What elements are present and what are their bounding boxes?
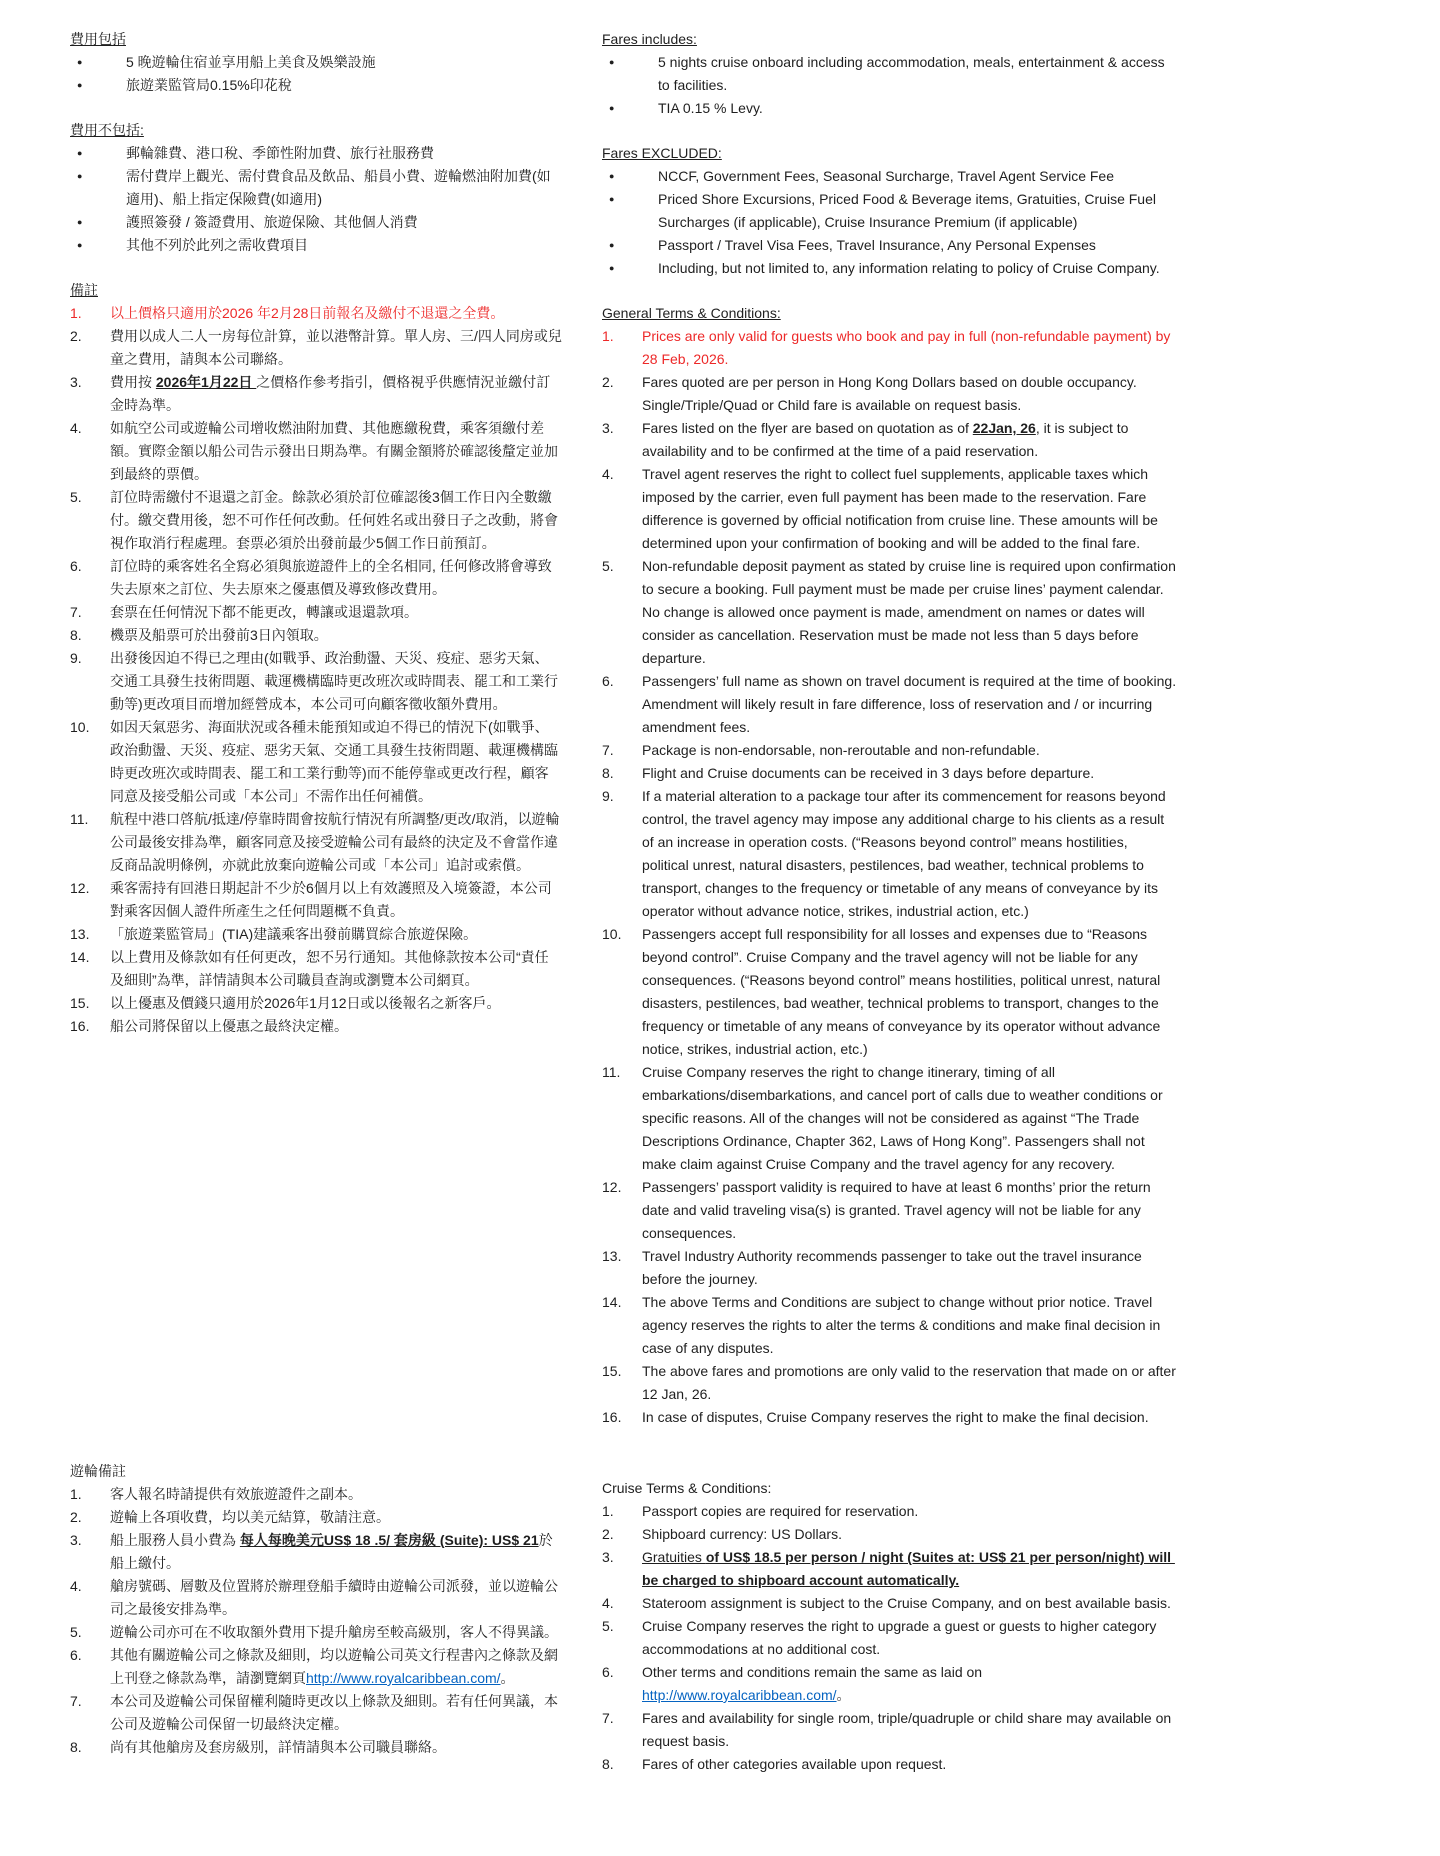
cruise-terms-list [602, 1500, 1177, 1776]
text-segment: 22Jan, 26 [972, 420, 1036, 436]
text-segment: Fares listed on the flyer are based on quotation as of [642, 420, 973, 436]
text-segment: Shipboard currency: US Dollars. [642, 1526, 842, 1542]
item-number: 6. [70, 558, 82, 574]
fares-exclude-zh-list [70, 142, 562, 257]
item-number: 8. [70, 627, 82, 643]
bullet-icon: ● [609, 57, 615, 67]
item-text [642, 1523, 1177, 1546]
text-segment: 5 晚遊輪住宿並享用船上美食及娛樂設施 [126, 54, 376, 70]
text-segment: 2026年1月22日 [155, 374, 257, 390]
bullet-icon: ● [77, 57, 83, 67]
section-general-terms-en [602, 302, 1180, 1429]
text-segment: 尚有其他艙房及套房級別，詳情請與本公司職員聯絡。 [110, 1739, 446, 1755]
text-segment: 費用按 [110, 374, 156, 390]
remark-zh-item [70, 992, 562, 1015]
general-term-item [602, 325, 1177, 371]
text-segment: TIA 0.15 % Levy. [658, 100, 763, 116]
remark-zh-item [70, 486, 562, 555]
general-term-item [602, 739, 1177, 762]
remark-zh-item [70, 923, 562, 946]
text-segment: 訂位時需繳付不退還之訂金。餘款必須於訂位確認後3個工作日內全數繳付。繳交費用後，恕不可作任何改動。任何姓名或出發日子之改動，將會視作取消行程處理。套票必須於出發前最少5個工作日前預訂。 [110, 489, 558, 551]
bullet-icon: ● [609, 263, 615, 273]
item-number: 7. [602, 1710, 614, 1726]
item-number: 3. [70, 374, 82, 390]
item-text [110, 417, 562, 486]
text-segment: Stateroom assignment is subject to the Cruise Company, and on best available basis. [642, 1595, 1171, 1611]
item-text [642, 1360, 1180, 1406]
bullet-icon: ● [77, 240, 83, 250]
item-number: 11. [70, 811, 89, 827]
item-number: 12. [70, 880, 90, 896]
item-text [642, 1245, 1177, 1291]
item-text [126, 165, 562, 211]
item-number: 16. [602, 1409, 622, 1425]
item-number: 10. [602, 926, 622, 942]
remark-zh-item [70, 1015, 562, 1038]
item-text [642, 1176, 1177, 1245]
left-column-gap [70, 1060, 562, 1460]
item-text [110, 555, 562, 601]
fares-include-zh-item [70, 51, 562, 74]
text-segment: , it is subject to availability and to be confirmed at the time of a paid reservation. [642, 420, 1133, 459]
bullet-icon: ● [77, 217, 83, 227]
fares-include-zh-item [70, 74, 562, 97]
item-number: 15. [70, 995, 90, 1011]
item-text [110, 877, 562, 923]
text-segment: 費用以成人二人一房每位計算，並以港幣計算。單人房、三/四人同房或兒童之費用，請與本公司聯絡。 [110, 328, 562, 367]
item-number: 8. [70, 1739, 82, 1755]
item-text [110, 1575, 562, 1621]
text-segment: Non-refundable deposit payment as stated by cruise line is required upon confirmation to secure a booking. Full payment must be made per cruise lines’ payment calendar. No change is allowed once payment is made, amendment on names or dates will consider as cancellation. Reservation must be made not less than 5 days before departure. [642, 558, 1180, 666]
item-number: 4. [602, 1595, 614, 1611]
text-segment: Travel Industry Authority recommends passenger to take out the travel insurance before the journey. [642, 1248, 1146, 1287]
item-text [110, 371, 562, 417]
item-text [658, 165, 1177, 188]
item-text [642, 1406, 1177, 1429]
text-segment: 之價格作參考指引，價格視乎供應情況並繳付訂金時為準。 [110, 374, 551, 413]
item-text [110, 1736, 562, 1759]
item-text [110, 1506, 562, 1529]
item-text [642, 1592, 1177, 1615]
text-segment: 其他不列於此列之需收費項目 [126, 237, 308, 253]
item-number: 4. [70, 1578, 82, 1594]
text-segment: 本公司及遊輪公司保留權利隨時更改以上條款及細則。若有任何異議，本公司及遊輪公司保留一切最終決定權。 [110, 1693, 558, 1732]
cruise-term-item [602, 1707, 1177, 1753]
item-text [642, 785, 1177, 923]
text-segment: 其他有關遊輪公司之條款及細則，均以遊輪公司英文行程書內之條款及網上刊登之條款為準，請瀏覽網頁 [110, 1647, 558, 1686]
bullet-icon: ● [609, 240, 615, 250]
cruise-term-item [602, 1500, 1177, 1523]
text-segment: Other terms and conditions remain the same as laid on [642, 1664, 986, 1680]
item-text [110, 1644, 562, 1690]
fares-exclude-zh-item [70, 142, 562, 165]
item-text [110, 486, 562, 555]
item-number: 6. [70, 1647, 82, 1663]
item-text [110, 992, 562, 1015]
text-segment: 乘客需持有回港日期起計不少於6個月以上有效護照及入境簽證，本公司對乘客因個人證件所產生之任何問題概不負責。 [110, 880, 552, 919]
item-text [110, 1529, 562, 1575]
fares-exclude-zh-heading: 費用不包括: [70, 122, 144, 138]
item-text [642, 1500, 1177, 1523]
cruise-remarks-zh-list [70, 1483, 562, 1759]
bullet-icon: ● [609, 171, 615, 181]
item-text [110, 325, 562, 371]
item-text [658, 97, 1177, 120]
bullet-icon: ● [77, 80, 83, 90]
item-text [642, 463, 1177, 555]
fares-exclude-en-item [602, 234, 1177, 257]
item-number: 3. [602, 1549, 614, 1565]
remark-zh-item [70, 877, 562, 923]
text-segment: 以上優惠及價錢只適用於2026年1月12日或以後報名之新客戶。 [110, 995, 501, 1011]
item-text [642, 1661, 1177, 1707]
item-text [642, 1061, 1177, 1176]
item-number: 5. [602, 1618, 614, 1634]
cruise-remark-zh-item [70, 1575, 562, 1621]
item-text [126, 51, 562, 74]
item-text [658, 257, 1177, 280]
remark-zh-item [70, 624, 562, 647]
text-segment: Fares quoted are per person in Hong Kong Dollars based on double occupancy. Single/Triple/Quad or Child fare is available on request basis. [642, 374, 1141, 413]
general-terms-heading: General Terms & Conditions: [602, 305, 781, 321]
text-segment: Cruise Company reserves the right to change itinerary, timing of all embarkations/disembarkations, and cancel port of calls due to weather conditions or specific reasons. All of the changes will not be considered as against “The Trade Descriptions Ordinance, Chapter 362, Laws of Hong Kong”. Passengers shall not make claim against Cruise Company and the travel agency for any recovery. [642, 1064, 1167, 1172]
general-term-item [602, 371, 1177, 417]
text-segment: 需付費岸上觀光、需付費食品及飲品、船員小費、遊輪燃油附加費(如適用)、船上指定保險費(如適用) [126, 168, 551, 207]
text-segment: 訂位時的乘客姓名全寫必須與旅遊證件上的全名相同, 任何修改將會導致失去原來之訂位、失去原來之優惠價及導致修改費用。 [110, 558, 552, 597]
text-segment: Passport copies are required for reservation. [642, 1503, 919, 1519]
general-term-item [602, 1061, 1177, 1176]
item-text [110, 1483, 562, 1506]
item-number: 2. [602, 374, 614, 390]
left-column-chinese [70, 28, 562, 1798]
item-number: 5. [70, 1624, 82, 1640]
item-text [642, 555, 1180, 670]
remarks-zh-heading: 備註 [70, 282, 98, 298]
item-number: 12. [602, 1179, 622, 1195]
text-segment: 。 [836, 1687, 851, 1703]
text-segment: 如因天氣惡劣、海面狀況或各種未能預知或迫不得已的情況下(如戰爭、政治動盪、天災、疫症、惡劣天氣、交通工具發生技術問題、載運機構臨時更改班次或時間表、罷工和工業行動等)而不能停靠或更改行程，顧客同意及接受船公司或「本公司」不需作出任何補償。 [110, 719, 558, 804]
general-term-item [602, 762, 1177, 785]
item-number: 14. [70, 949, 90, 965]
fares-include-en-item [602, 51, 1177, 97]
text-segment: Passport / Travel Visa Fees, Travel Insurance, Any Personal Expenses [658, 237, 1096, 253]
item-number: 6. [602, 673, 614, 689]
text-segment: 航程中港口啓航/抵達/停靠時間會按航行情況有所調整/更改/取消，以遊輪公司最後安排為準，顧客同意及接受遊輪公司有最終的決定及不會當作違反商品說明條例，亦就此放棄向遊輪公司或「本公司」追討或索償。 [110, 811, 560, 873]
cruise-term-item [602, 1592, 1177, 1615]
fares-exclude-en-item [602, 257, 1177, 280]
item-text [110, 647, 562, 716]
item-number: 1. [70, 305, 82, 321]
fares-include-en-heading: Fares includes: [602, 31, 697, 47]
remark-zh-item [70, 808, 562, 877]
remark-zh-item [70, 601, 562, 624]
general-term-item [602, 417, 1177, 463]
general-terms-list [602, 325, 1180, 1429]
text-segment: 遊輪公司亦可在不收取額外費用下提升艙房至較高級別，客人不得異議。 [110, 1624, 558, 1640]
general-term-item [602, 1360, 1180, 1406]
general-term-item [602, 923, 1177, 1061]
text-segment: 套票在任何情況下都不能更改，轉讓或退還款項。 [110, 604, 418, 620]
item-text [126, 234, 562, 257]
text-segment: 於船上繳付。 [110, 1532, 553, 1571]
section-remarks-zh [70, 279, 562, 1038]
text-segment: 郵輪雜費、港口稅、季節性附加費、旅行社服務費 [126, 145, 434, 161]
item-text [110, 923, 562, 946]
remark-zh-item [70, 555, 562, 601]
item-text [658, 188, 1177, 234]
general-term-item [602, 1406, 1177, 1429]
item-text [642, 417, 1177, 463]
text-segment: Package is non-endorsable, non-reroutable and non-refundable. [642, 742, 1040, 758]
text-segment: Fares of other categories available upon request. [642, 1756, 947, 1772]
bullet-icon: ● [77, 148, 83, 158]
item-number: 1. [602, 1503, 614, 1519]
text-segment: Fares and availability for single room, triple/quadruple or child share may available on request basis. [642, 1710, 1176, 1749]
item-text [110, 601, 562, 624]
item-text [126, 142, 562, 165]
royalcaribbean-link[interactable]: http://www.royalcaribbean.com/ [642, 1687, 837, 1703]
fares-exclude-en-item [602, 165, 1177, 188]
section-fares-exclude-zh [70, 119, 562, 257]
general-term-item [602, 785, 1177, 923]
general-term-item [602, 1245, 1177, 1291]
section-cruise-remarks-zh [70, 1460, 562, 1759]
item-text [642, 1707, 1177, 1753]
text-segment: Priced Shore Excursions, Priced Food & Beverage items, Gratuities, Cruise Fuel Surcharges (if applicable), Cruise Insurance Premium (if applicable) [658, 191, 1160, 230]
cruise-term-item [602, 1661, 1177, 1707]
remark-zh-item [70, 371, 562, 417]
fares-exclude-zh-item [70, 211, 562, 234]
item-text [642, 371, 1177, 417]
item-number: 16. [70, 1018, 90, 1034]
item-number: 1. [70, 1486, 82, 1502]
item-text [110, 624, 562, 647]
text-segment: If a material alteration to a package tour after its commencement for reasons beyond control, the travel agency may impose any additional charge to his clients as a result of an increase in operation costs. (“Reasons beyond control” means hostilities, political unrest, natural disasters, pestilences, bad weather, technical problems to transport, changes to the frequency or timetable of any means of conveyance by its operator without advance notice, strikes, industrial action, etc.) [642, 788, 1170, 919]
cruise-remark-zh-item [70, 1506, 562, 1529]
item-number: 7. [70, 604, 82, 620]
item-number: 15. [602, 1363, 622, 1379]
fares-include-en-item [602, 97, 1177, 120]
general-term-item [602, 463, 1177, 555]
fares-include-zh-heading: 費用包括 [70, 31, 126, 47]
fares-exclude-en-item [602, 188, 1177, 234]
item-text [126, 211, 562, 234]
item-text [126, 74, 562, 97]
text-segment: Passengers accept full responsibility for all losses and expenses due to “Reasons beyond control”. Cruise Company and the travel agency will not be liable for any consequences. (“Reasons beyond control” means hostilities, political unrest, natural disasters, pestilences, bad weather, technical problems to transport, changes to the frequency or timetable of any means of conveyance by its operator without advance notice, strikes, industrial action, etc.) [642, 926, 1165, 1057]
bullet-icon: ● [77, 171, 83, 181]
cruise-term-item [602, 1753, 1177, 1776]
text-segment: of US$ 18.5 per person / night (Suites at: US$ 21 per person/night) will be charged to shipboard account automatically. [642, 1549, 1175, 1588]
general-term-item [602, 1291, 1177, 1360]
item-text [642, 762, 1177, 785]
item-text [110, 1621, 562, 1644]
item-text [642, 923, 1177, 1061]
text-segment: 遊輪上各項收費，均以美元結算，敬請注意。 [110, 1509, 390, 1525]
fares-exclude-zh-item [70, 165, 562, 211]
remark-zh-item [70, 647, 562, 716]
royalcaribbean-link[interactable]: http://www.royalcaribbean.com/ [306, 1670, 501, 1686]
fares-exclude-en-list [602, 165, 1177, 280]
fares-include-zh-list [70, 51, 562, 97]
text-segment: Cruise Company reserves the right to upgrade a guest or guests to higher category accommodations at no additional cost. [642, 1618, 1161, 1657]
text-segment: 5 nights cruise onboard including accommodation, meals, entertainment & access to facilities. [658, 54, 1169, 93]
fares-include-en-list [602, 51, 1177, 120]
item-text [642, 1615, 1177, 1661]
text-segment: Including, but not limited to, any information relating to policy of Cruise Company. [658, 260, 1160, 276]
right-column-english [602, 28, 1180, 1798]
item-text [110, 716, 562, 808]
text-segment: In case of disputes, Cruise Company reserves the right to make the final decision. [642, 1409, 1149, 1425]
item-text [642, 670, 1180, 739]
item-number: 8. [602, 765, 614, 781]
text-segment: 護照簽發 / 簽證費用、旅遊保險、其他個人消費 [126, 214, 418, 230]
cruise-remark-zh-item [70, 1483, 562, 1506]
text-segment: Passengers’ passport validity is required to have at least 6 months’ prior the return date and valid traveling visa(s) is granted. Travel agency will not be liable for any consequences. [642, 1179, 1155, 1241]
item-number: 11. [602, 1064, 621, 1080]
item-number: 13. [602, 1248, 622, 1264]
text-segment: Gratuities [642, 1549, 706, 1565]
text-segment: 船公司將保留以上優惠之最終決定權。 [110, 1018, 348, 1034]
remark-zh-item [70, 417, 562, 486]
cruise-remark-zh-item [70, 1690, 562, 1736]
item-number: 4. [602, 466, 614, 482]
text-segment: 以上價格只適用於2026 年2月28日前報名及繳付不退還之全費。 [110, 305, 505, 321]
item-text [110, 302, 562, 325]
item-number: 6. [602, 1664, 614, 1680]
text-segment: 機票及船票可於出發前3日內領取。 [110, 627, 328, 643]
item-text [110, 1690, 562, 1736]
item-number: 9. [70, 650, 82, 666]
item-number: 3. [602, 420, 614, 436]
text-segment: 旅遊業監管局0.15%印花稅 [126, 77, 292, 93]
item-text [642, 1291, 1177, 1360]
cruise-terms-heading: Cruise Terms & Conditions: [602, 1480, 772, 1496]
text-segment: 艙房號碼、層數及位置將於辦理登船手續時由遊輪公司派發，並以遊輪公司之最後安排為準。 [110, 1578, 558, 1617]
item-number: 10. [70, 719, 90, 735]
cruise-remark-zh-item [70, 1736, 562, 1759]
text-segment: 。 [500, 1670, 515, 1686]
item-number: 8. [602, 1756, 614, 1772]
remark-zh-item [70, 302, 562, 325]
item-text [110, 946, 562, 992]
remark-zh-item [70, 325, 562, 371]
item-text [642, 739, 1177, 762]
text-segment: Passengers’ full name as shown on travel document is required at the time of booking. Amendment will likely result in fare difference, loss of reservation and / or incurring amendment fees. [642, 673, 1180, 735]
text-segment: The above fares and promotions are only valid to the reservation that made on or after 12 Jan, 26. [642, 1363, 1180, 1402]
general-term-item [602, 670, 1180, 739]
section-fares-include-zh [70, 28, 562, 97]
section-fares-exclude-en [602, 142, 1177, 280]
fares-exclude-zh-item [70, 234, 562, 257]
text-segment: 以上費用及條款如有任何更改，恕不另行通知。其他條款按本公司“責任及細則”為準，詳情請與本公司職員查詢或瀏覽本公司網頁。 [110, 949, 549, 988]
remark-zh-item [70, 946, 562, 992]
item-text [658, 51, 1177, 97]
item-text [658, 234, 1177, 257]
text-segment: 如航空公司或遊輪公司增收燃油附加費、其他應繳稅費，乘客須繳付差額。實際金額以船公司告示發出日期為準。有關金額將於確認後釐定並加到最終的票價。 [110, 420, 558, 482]
text-segment: NCCF, Government Fees, Seasonal Surcharge, Travel Agent Service Fee [658, 168, 1114, 184]
item-text [110, 808, 562, 877]
cruise-term-item [602, 1546, 1177, 1592]
cruise-term-item [602, 1615, 1177, 1661]
remarks-zh-list [70, 302, 562, 1038]
section-cruise-terms-en [602, 1477, 1177, 1776]
cruise-remark-zh-item [70, 1644, 562, 1690]
cruise-remark-zh-item [70, 1529, 562, 1575]
item-number: 7. [602, 742, 614, 758]
item-text [642, 1753, 1177, 1776]
item-number: 4. [70, 420, 82, 436]
cruise-remark-zh-item [70, 1621, 562, 1644]
item-text [110, 1015, 562, 1038]
text-segment: The above Terms and Conditions are subject to change without prior notice. Travel agency reserves the rights to alter the terms & conditions and make final decision in case of any disputes. [642, 1294, 1165, 1356]
bullet-icon: ● [609, 194, 615, 204]
bullet-icon: ● [609, 103, 615, 113]
remark-zh-item [70, 716, 562, 808]
text-segment: 每人每晚美元US$ 18 .5/ 套房級 (Suite): US$ 21 [239, 1532, 539, 1548]
item-number: 9. [602, 788, 614, 804]
item-number: 7. [70, 1693, 82, 1709]
item-number: 2. [70, 328, 82, 344]
text-segment: 「旅遊業監管局」(TIA)建議乘客出發前購買綜合旅遊保險。 [110, 926, 478, 942]
item-number: 5. [602, 558, 614, 574]
general-term-item [602, 555, 1180, 670]
item-number: 13. [70, 926, 90, 942]
text-segment: Prices are only valid for guests who book and pay in full (non-refundable payment) by 28 Feb, 2026. [642, 328, 1175, 367]
item-number: 2. [602, 1526, 614, 1542]
text-segment: 出發後因迫不得已之理由(如戰爭、政治動盪、天災、疫症、惡劣天氣、交通工具發生技術問題、載運機構臨時更改班次或時間表、罷工和工業行動等)更改項目而增加經營成本，本公司可向顧客徵收額外費用。 [110, 650, 558, 712]
section-fares-include-en [602, 28, 1177, 120]
text-segment: Flight and Cruise documents can be received in 3 days before departure. [642, 765, 1095, 781]
item-number: 1. [602, 328, 614, 344]
cruise-remarks-zh-heading: 遊輪備註 [70, 1463, 126, 1479]
item-number: 3. [70, 1532, 82, 1548]
cruise-term-item [602, 1523, 1177, 1546]
item-number: 14. [602, 1294, 622, 1310]
text-segment: 船上服務人員小費為 [110, 1532, 240, 1548]
general-term-item [602, 1176, 1177, 1245]
item-text [642, 1546, 1177, 1592]
fares-exclude-en-heading: Fares EXCLUDED: [602, 145, 722, 161]
item-text [642, 325, 1177, 371]
text-segment: 客人報名時請提供有效旅遊證件之副本。 [110, 1486, 362, 1502]
item-number: 5. [70, 489, 82, 505]
item-number: 2. [70, 1509, 82, 1525]
text-segment: Travel agent reserves the right to collect fuel supplements, applicable taxes which imposed by the carrier, even full payment has been made to the reservation. Fare difference is governed by official notification from cruise line. These amounts will be determined upon your confirmation of booking and will be added to the final fare. [642, 466, 1162, 551]
